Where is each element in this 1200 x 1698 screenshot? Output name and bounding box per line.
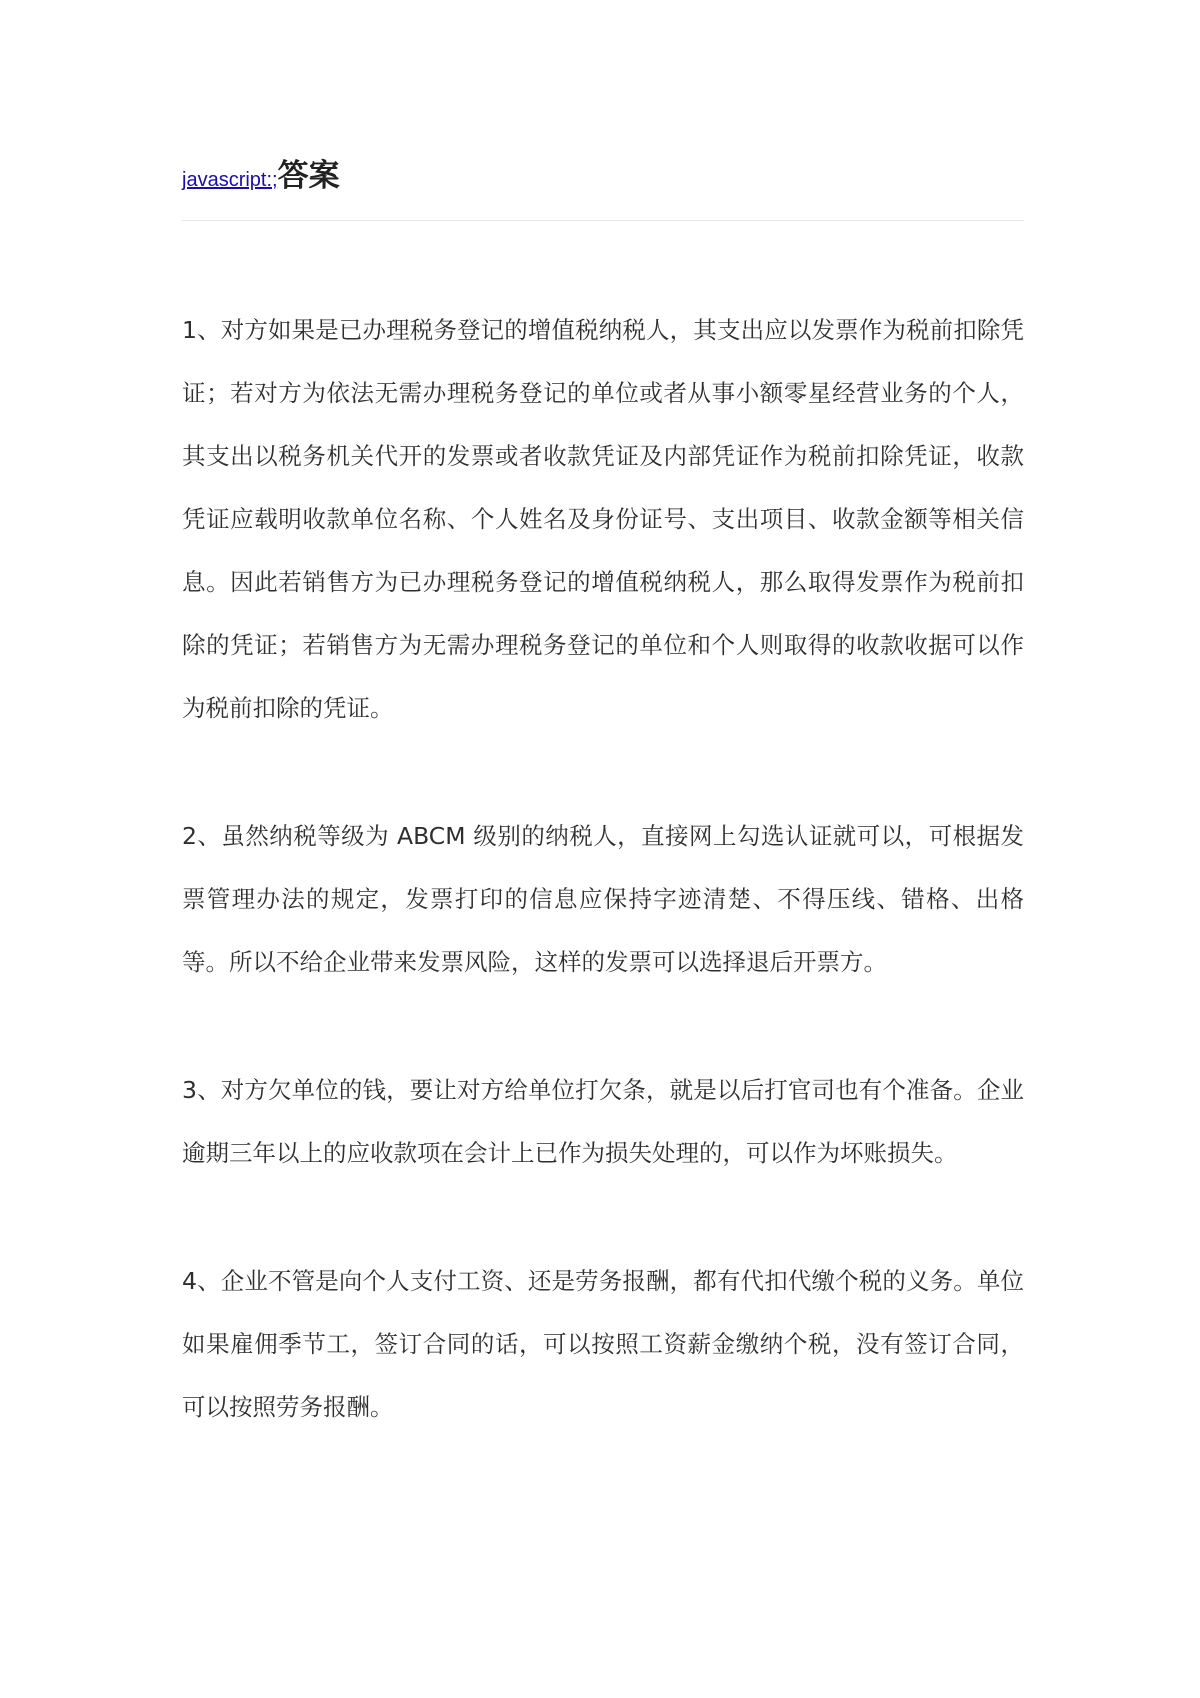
heading-divider bbox=[182, 220, 1024, 221]
answer-content bbox=[182, 299, 1024, 1439]
answer-paragraph-1: 1、对方如果是已办理税务登记的增值税纳税人，其支出应以发票作为税前扣除凭证；若对方为依法无需办理税务登记的单位或者从事小额零星经营业务的个人，其支出以税务机关代开的发票或者收款凭证及内部凭证作为税前扣除凭证，收款凭证应载明收款单位名称、个人姓名及身份证号、支出项目、收款金额等相关信息。因此若销售方为已办理税务登记的增值税纳税人，那么取得发票作为税前扣除的凭证；若销售方为无需办理税务登记的单位和个人则取得的收款收据可以作为税前扣除的凭证。 bbox=[182, 316, 1024, 722]
javascript-link[interactable]: javascript:; bbox=[182, 169, 278, 191]
answer-paragraph-4: 4、企业不管是向个人支付工资、还是劳务报酬，都有代扣代缴个税的义务。单位如果雇佣季节工，签订合同的话，可以按照工资薪金缴纳个税，没有签订合同，可以按照劳务报酬。 bbox=[182, 1267, 1024, 1421]
answer-paragraph-3: 3、对方欠单位的钱，要让对方给单位打欠条，就是以后打官司也有个准备。企业逾期三年以上的应收款项在会计上已作为损失处理的，可以作为坏账损失。 bbox=[182, 1076, 1024, 1167]
document-page bbox=[182, 150, 1024, 1504]
answer-title: 答案 bbox=[277, 158, 340, 194]
answer-paragraph-2: 2、虽然纳税等级为 ABCM 级别的纳税人，直接网上勾选认证就可以，可根据发票管理办法的规定，发票打印的信息应保持字迹清楚、不得压线、错格、出格等。所以不给企业带来发票风险，这样的发票可以选择退后开票方。 bbox=[182, 822, 1025, 976]
answer-heading bbox=[182, 150, 1024, 206]
